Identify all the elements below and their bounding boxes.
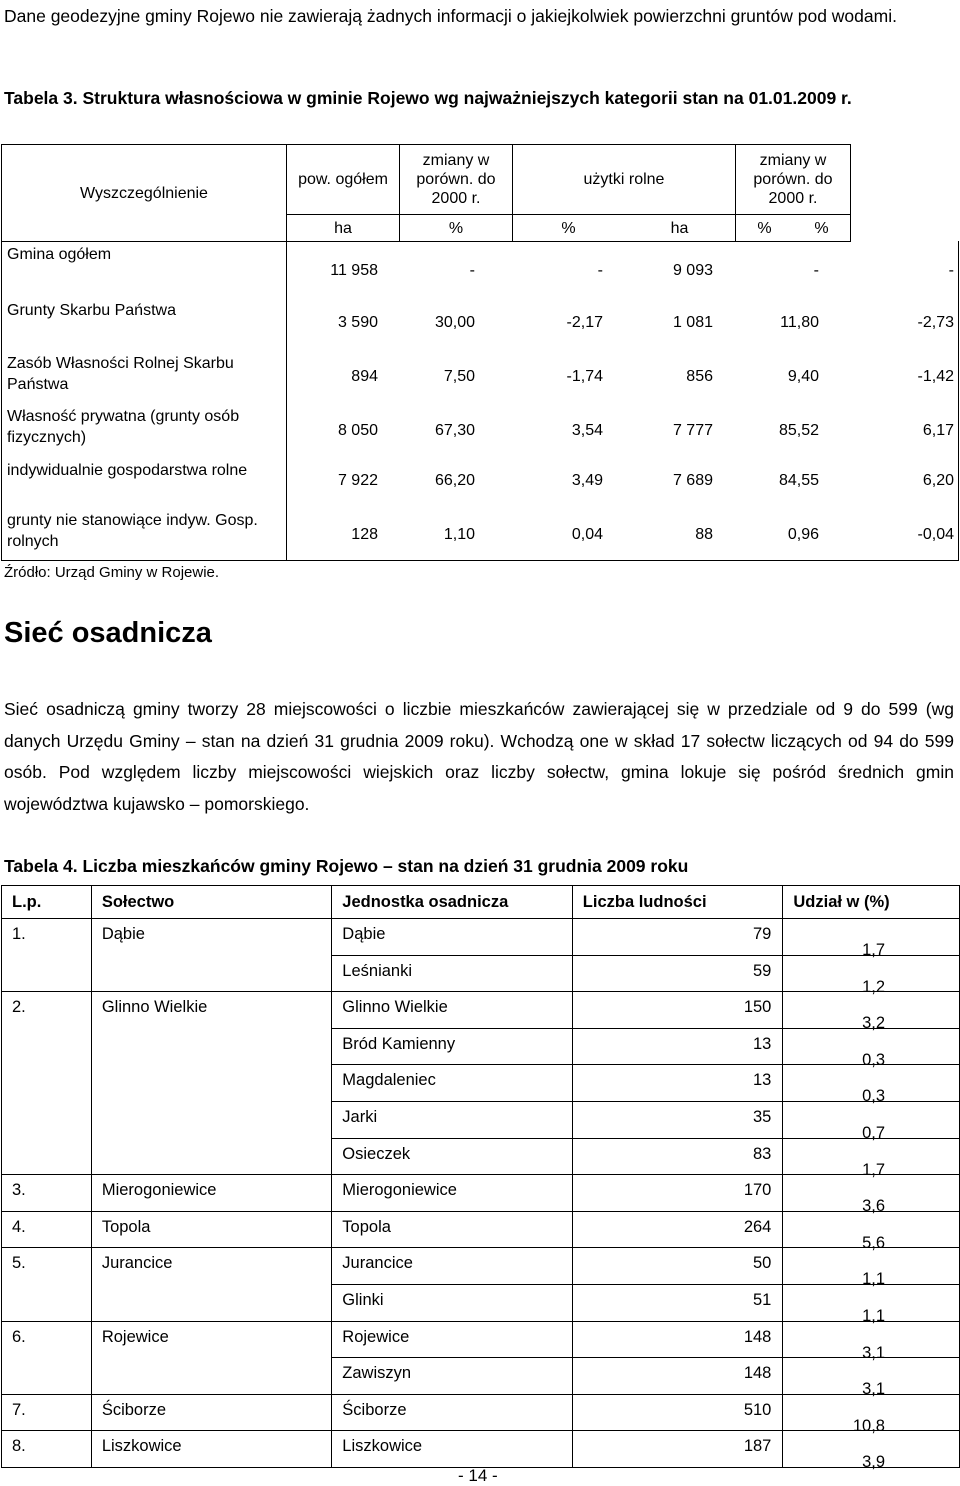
table4-ludnosc: 13 <box>753 1034 772 1053</box>
table4-lp: 7. <box>12 1400 26 1419</box>
table4-solectwo: Dąbie <box>101 925 145 943</box>
section-paragraph: Sieć osadniczą gminy tworzy 28 miejscowości o liczbie mieszkańców zawierającej się w przedziale od 9 do 599 (wg danych Urzędu Gminy – stan na dzień 31 grudnia 2009 roku). Wchodzą one w skład 17 sołectw liczących od 94 do 599 osób. Pod względem liczby miejscowości wiejskich oraz liczby sołectw, gmina lokuje się pośród średnich gmin województwa kujawsko – pomorskiego. <box>4 699 954 814</box>
table3-unit: ha <box>287 215 400 242</box>
table3-cell: 856 <box>686 368 713 385</box>
table4-ludnosc: 264 <box>743 1217 772 1236</box>
table3-cell: 9 093 <box>672 262 713 279</box>
table-row <box>2 1358 960 1395</box>
table4-ludnosc: 510 <box>743 1400 772 1419</box>
table4-cell-solectwo <box>91 1138 331 1175</box>
table4-cell-solectwo <box>91 919 331 956</box>
table4-udzial: 1,1 <box>862 1270 885 1289</box>
table3-cell: 7,50 <box>443 368 475 385</box>
table4-cell-solectwo <box>91 1248 331 1285</box>
table3-row-label: Zasób Własności Rolnej Skarbu Państwa <box>7 355 234 393</box>
table4-cell-udzial <box>783 1358 960 1399</box>
table4-solectwo: Jurancice <box>101 1254 173 1273</box>
table4-solectwo: Mierogoniewice <box>101 1181 217 1200</box>
table4-udzial: 3,1 <box>862 1343 885 1362</box>
table4-cell-ludnosc <box>572 1028 783 1065</box>
table4-cell-udzial <box>783 1248 960 1289</box>
table3-cell: 8 050 <box>337 422 378 439</box>
table3-unit: ha <box>670 219 689 237</box>
table4-cell-ludnosc <box>572 1321 783 1358</box>
table4-cell-udzial <box>783 955 960 996</box>
table4-udzial: 3,6 <box>862 1197 885 1216</box>
table4-header-solectwo: Sołectwo <box>91 886 331 919</box>
table3-cell: 6,20 <box>922 472 954 489</box>
table4-lp: 8. <box>12 1437 26 1456</box>
intro-text: Dane geodezyjne gminy Rojewo nie zawierają żadnych informacji o jakiejkolwiek powierzchni gruntów pod wodami. <box>4 6 897 26</box>
table4-cell-lp <box>2 1284 92 1321</box>
table4-ludnosc: 50 <box>753 1254 772 1273</box>
table3-source: Źródło: Urząd Gminy w Rojewie. <box>4 564 220 581</box>
table4-jednostka: Bród Kamienny <box>342 1034 456 1053</box>
table-row <box>2 1248 960 1285</box>
table3-cell: 11 958 <box>330 262 378 279</box>
table3-cell: 3,49 <box>571 472 603 489</box>
table4-cell-udzial <box>783 1321 960 1362</box>
table4-cell-solectwo <box>91 1358 331 1395</box>
table4-udzial: 1,7 <box>862 1160 885 1179</box>
table4-udzial: 1,7 <box>862 941 885 959</box>
table4-solectwo: Rojewice <box>101 1327 169 1346</box>
table-row <box>2 1284 960 1321</box>
table4-cell-udzial <box>783 992 960 1033</box>
table4-cell-jednostka <box>332 1358 573 1395</box>
table4-ludnosc: 83 <box>753 1144 772 1163</box>
section-heading: Sieć osadnicza <box>4 617 212 649</box>
table4-cell-lp <box>2 1211 92 1248</box>
table4-cell-ludnosc <box>572 919 783 956</box>
table4-jednostka: Jarki <box>342 1107 378 1126</box>
table4-header-udzial: Udział w (%) <box>783 886 960 919</box>
table3-cell: -1,74 <box>566 368 603 385</box>
table4-udzial: 5,6 <box>862 1233 885 1252</box>
table-row <box>2 1175 960 1212</box>
table4-cell-solectwo <box>91 1065 331 1102</box>
table4-cell-udzial <box>783 1211 960 1252</box>
table4-caption: Tabela 4. Liczba mieszkańców gminy Rojewo – stan na dzień 31 grudnia 2009 roku <box>4 856 689 876</box>
table3-cell: - <box>948 262 954 279</box>
table4-lp: 5. <box>12 1254 26 1273</box>
table4-cell-ludnosc <box>572 1211 783 1248</box>
table4-cell-lp <box>2 1065 92 1102</box>
table4-jednostka: Magdaleniec <box>342 1071 436 1090</box>
table3-cell: 0,96 <box>787 526 819 543</box>
table4-cell-lp <box>2 1101 92 1138</box>
table3-cell: 66,20 <box>434 472 475 489</box>
table4-udzial: 0,3 <box>862 1050 885 1069</box>
table3-cell: 11,80 <box>780 314 819 331</box>
table3-caption: Tabela 3. Struktura własnościowa w gminie Rojewo wg najważniejszych kategorii stan na 01.01.2009 r. <box>4 88 852 108</box>
table4-ludnosc: 13 <box>753 1071 772 1090</box>
table4-cell-solectwo <box>91 1431 331 1468</box>
table4-cell-lp <box>2 1175 92 1212</box>
table4-cell-ludnosc <box>572 1431 783 1468</box>
table4-header-ludnosc: Liczba ludności <box>572 886 783 919</box>
table4-lp: 1. <box>12 925 26 943</box>
table3-cell: 894 <box>351 368 378 385</box>
table3-cell: 88 <box>695 526 713 543</box>
table4-cell-ludnosc <box>572 992 783 1029</box>
table3-row-label: Własność prywatna (grunty osób fizycznych) <box>7 408 240 446</box>
table-row <box>2 1065 960 1102</box>
table4-cell-jednostka <box>332 1028 573 1065</box>
table4-cell-lp <box>2 1028 92 1065</box>
table-row <box>2 919 960 956</box>
table4-cell-solectwo <box>91 955 331 992</box>
table3-divider <box>286 241 287 560</box>
table4-cell-jednostka <box>332 992 573 1029</box>
table3-cell: 1,10 <box>443 526 475 543</box>
table4-cell-solectwo <box>91 1175 331 1212</box>
table4-cell-udzial <box>783 1284 960 1325</box>
table3-cell: 9,40 <box>787 368 819 385</box>
table4-cell-udzial <box>783 1065 960 1106</box>
table3-cell: 7 922 <box>337 472 378 489</box>
table3-cell: -0,04 <box>917 526 954 543</box>
table-row <box>2 1028 960 1065</box>
table3-unit-pair <box>513 215 736 242</box>
table4-cell-lp <box>2 1394 92 1431</box>
table3-cell: 84,55 <box>778 472 819 489</box>
table4-jednostka: Zawiszyn <box>342 1364 412 1383</box>
table4-jednostka: Liszkowice <box>342 1437 423 1456</box>
table4-solectwo: Liszkowice <box>101 1437 182 1456</box>
table-row <box>2 955 960 992</box>
table4-ludnosc: 150 <box>743 998 772 1017</box>
table4-body <box>2 919 960 1472</box>
table4-udzial: 1,2 <box>862 977 885 996</box>
table3-cell: 128 <box>351 526 378 543</box>
table3-cell: - <box>813 262 819 279</box>
table4-cell-jednostka <box>332 1138 573 1175</box>
table4-cell-jednostka <box>332 1101 573 1138</box>
table4-cell-jednostka <box>332 1394 573 1431</box>
table4-cell-lp <box>2 919 92 956</box>
table4-ludnosc: 148 <box>743 1327 772 1346</box>
table4-cell-jednostka <box>332 1431 573 1468</box>
table4-cell-jednostka <box>332 1321 573 1358</box>
table4-cell-jednostka <box>332 1211 573 1248</box>
table-row <box>2 1211 960 1248</box>
table3-cell: 1 081 <box>672 314 713 331</box>
table4-cell-udzial <box>783 919 960 959</box>
table4-cell-lp <box>2 1248 92 1285</box>
table4-ludnosc: 51 <box>753 1290 772 1309</box>
table4-jednostka: Leśnianki <box>342 961 413 980</box>
table4-cell-ludnosc <box>572 1284 783 1321</box>
table4-lp: 6. <box>12 1327 26 1346</box>
table3-cell: 0,04 <box>571 526 603 543</box>
table3-unit: % <box>561 219 576 237</box>
table-row <box>2 1394 960 1431</box>
table4-cell-ludnosc <box>572 1138 783 1175</box>
table3-col-header: pow. ogółem <box>287 145 400 215</box>
table3-cell: 7 689 <box>672 472 713 489</box>
table3-cell: -2,17 <box>566 314 603 331</box>
table4-jednostka: Topola <box>342 1217 391 1236</box>
table4-cell-jednostka <box>332 919 573 956</box>
table-row <box>2 992 960 1029</box>
table4-jednostka: Dąbie <box>342 925 386 943</box>
table4-cell-lp <box>2 1138 92 1175</box>
table4-cell-jednostka <box>332 1248 573 1285</box>
table3-cell: 7 777 <box>672 422 713 439</box>
table4-ludnosc: 59 <box>753 961 772 980</box>
table-row <box>2 1431 960 1468</box>
table4-cell-solectwo <box>91 1211 331 1248</box>
table4-ludnosc: 170 <box>743 1181 772 1200</box>
table-row <box>2 1321 960 1358</box>
table4-ludnosc: 148 <box>743 1364 772 1383</box>
table4-cell-udzial <box>783 1175 960 1216</box>
table3-row-label: Gmina ogółem <box>7 246 112 263</box>
table4-jednostka: Rojewice <box>342 1327 410 1346</box>
table3-row-label: grunty nie stanowiące indyw. Gosp. rolnych <box>7 512 258 550</box>
table4-cell-ludnosc <box>572 1101 783 1138</box>
table4-jednostka: Osieczek <box>342 1144 411 1163</box>
table4-ludnosc: 35 <box>753 1107 772 1126</box>
table4-cell-jednostka <box>332 1284 573 1321</box>
table3-cell: 67,30 <box>434 422 475 439</box>
population-table <box>1 885 960 1472</box>
table4-lp: 4. <box>12 1217 26 1236</box>
table3-col-header: zmiany w porówn. do 2000 r. <box>400 145 513 215</box>
table3-cell: - <box>469 262 475 279</box>
table4-cell-lp <box>2 955 92 992</box>
table4-cell-solectwo <box>91 992 331 1029</box>
table4-jednostka: Glinno Wielkie <box>342 998 448 1017</box>
table3-unit-pair <box>736 215 851 242</box>
table4-udzial: 3,9 <box>862 1453 885 1472</box>
table4-cell-solectwo <box>91 1321 331 1358</box>
table4-cell-solectwo <box>91 1101 331 1138</box>
table4-cell-lp <box>2 1358 92 1395</box>
table-row <box>2 1138 960 1175</box>
table3-row-label: indywidualnie gospodarstwa rolne <box>7 462 248 479</box>
table4-udzial: 3,2 <box>862 1014 885 1033</box>
table3-col-header: użytki rolne <box>513 145 736 215</box>
table-row <box>2 1101 960 1138</box>
table3-cell: 30,00 <box>434 314 475 331</box>
table4-cell-lp <box>2 992 92 1029</box>
table3-cell: -1,42 <box>917 368 954 385</box>
table4-cell-ludnosc <box>572 1248 783 1285</box>
table4-cell-ludnosc <box>572 955 783 992</box>
table4-cell-ludnosc <box>572 1065 783 1102</box>
table3-col-header: zmiany w porówn. do 2000 r. <box>736 145 851 215</box>
table3-cell: 3 590 <box>337 314 378 331</box>
table4-cell-udzial <box>783 1028 960 1069</box>
table4-cell-jednostka <box>332 1065 573 1102</box>
table3-unit: % <box>814 219 829 237</box>
table4-cell-jednostka <box>332 1175 573 1212</box>
table3-cell: - <box>597 262 603 279</box>
table4-cell-udzial <box>783 1138 960 1179</box>
table4-udzial: 10,8 <box>852 1416 885 1435</box>
table3-cell: 6,17 <box>922 422 954 439</box>
table4-cell-lp <box>2 1431 92 1468</box>
table4-header-jednostka: Jednostka osadnicza <box>332 886 573 919</box>
table4-cell-solectwo <box>91 1028 331 1065</box>
table3-unit: % <box>757 219 772 237</box>
table3-cell: -2,73 <box>917 314 954 331</box>
table4-cell-udzial <box>783 1431 960 1472</box>
table4-ludnosc: 187 <box>743 1437 772 1456</box>
table3-cell: 3,54 <box>571 422 603 439</box>
ownership-table <box>1 144 851 242</box>
page-number: - 14 - <box>458 1466 498 1485</box>
table4-cell-solectwo <box>91 1284 331 1321</box>
table4-cell-solectwo <box>91 1394 331 1431</box>
table3-row-label: Grunty Skarbu Państwa <box>7 302 176 319</box>
table4-cell-ludnosc <box>572 1394 783 1431</box>
table4-cell-udzial <box>783 1101 960 1142</box>
table4-cell-ludnosc <box>572 1358 783 1395</box>
table4-udzial: 0,7 <box>862 1123 885 1142</box>
table4-cell-ludnosc <box>572 1175 783 1212</box>
table4-lp: 3. <box>12 1181 26 1200</box>
table4-solectwo: Ściborze <box>101 1400 167 1419</box>
table4-cell-lp <box>2 1321 92 1358</box>
table4-udzial: 1,1 <box>862 1306 885 1325</box>
table4-udzial: 3,1 <box>862 1380 885 1399</box>
table4-solectwo: Topola <box>101 1217 151 1236</box>
table4-jednostka: Ściborze <box>342 1400 407 1419</box>
table4-jednostka: Mierogoniewice <box>342 1181 457 1200</box>
table4-cell-udzial <box>783 1394 960 1435</box>
table3-unit: % <box>400 215 513 242</box>
table4-jednostka: Jurancice <box>342 1254 413 1273</box>
table4-jednostka: Glinki <box>342 1290 384 1309</box>
table4-ludnosc: 79 <box>753 925 772 943</box>
table3-cell: 85,52 <box>778 422 819 439</box>
table3-header-label: Wyszczególnienie <box>2 145 287 242</box>
table4-cell-jednostka <box>332 955 573 992</box>
table4-udzial: 0,3 <box>862 1087 885 1106</box>
table4-header-lp: L.p. <box>2 886 92 919</box>
table4-lp: 2. <box>12 998 26 1017</box>
table4-solectwo: Glinno Wielkie <box>101 998 208 1017</box>
